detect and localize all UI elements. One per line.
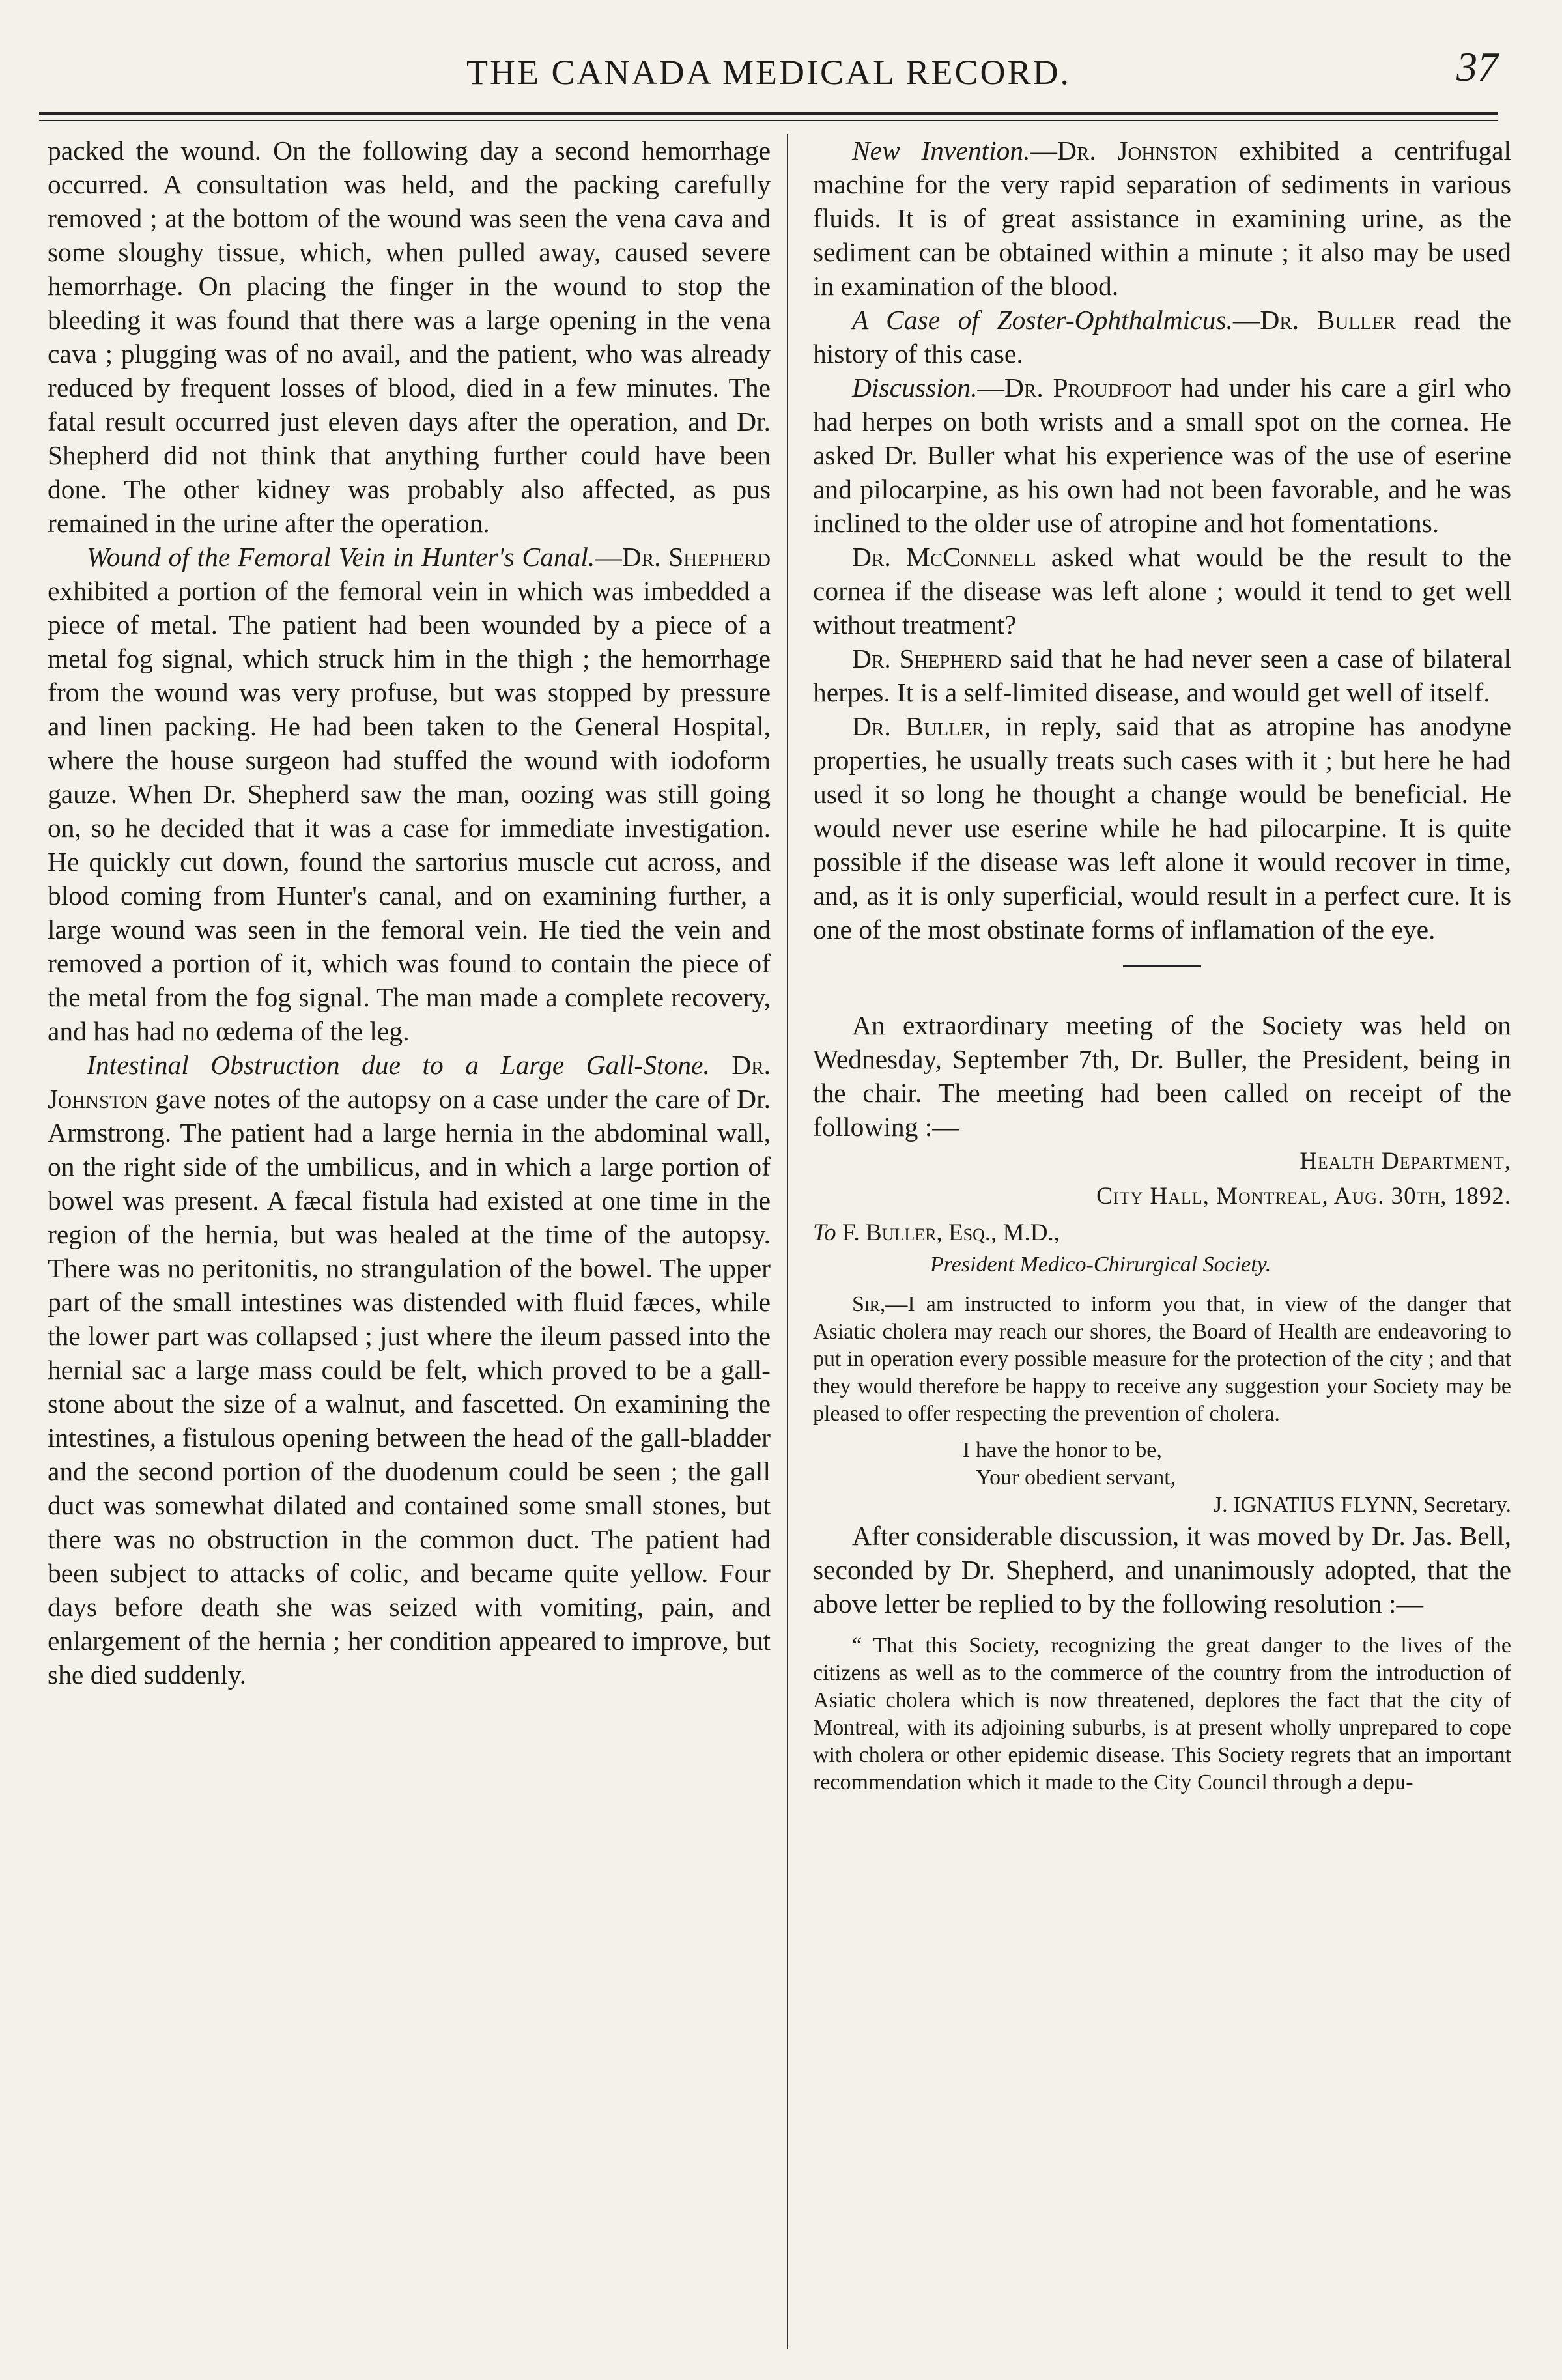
speaker-name: Dr. Johnston: [1057, 135, 1218, 165]
letter-signoff: [813, 1437, 1511, 1519]
paragraph-text: gave notes of the autopsy on a case under the care of Dr. Armstrong. The patient had a large hernia in the abdominal wall, on the right side of the umbilicus, and in which a large portion of bowel was present. A fæcal fistula had existed at one time in the region of the hernia, but was healed at the time of the autopsy. There was no peritonitis, no strangulation of the bowel. The upper part of the small intestines was distended with fluid fæces, while the lower part was collapsed ; just where the ileum passed into the hernial sac a large mass could be felt, which proved to be a gall-stone about the size of a walnut, and fascetted. On examining the intestines, a fistulous opening between the head of the gall-bladder and the second portion of the duodenum could be seen ; the gall duct was somewhat dilated and contained some small stones, but there was no obstruction in the common duct. The patient had been subject to attacks of colic, and became quite yellow. Four days before death she was seized with vomiting, pain, and enlargement of the hernia ; her condition appeared to improve, but she died suddenly.: [48, 1084, 771, 1690]
column-divider: [787, 134, 788, 2349]
resolution-text: “ That this Society, recognizing the great danger to the lives of the citizens as well as to the commerce of the country from the introduction of Asiatic cholera which is now threatened, deplores the fact that the city of Montreal, with its adjoining suburbs, is at present wholly unprepared to cope with cholera or other epidemic disease. This Society regrets that an important recommendation which it made to the City Council through a depu-: [813, 1634, 1511, 1794]
speaker-name: Dr. Shepherd: [852, 644, 1002, 673]
header-rule-thick: [39, 112, 1498, 115]
page-header: [39, 40, 1498, 99]
page-number: 37: [1456, 44, 1498, 90]
section-separator: [1123, 965, 1201, 967]
speaker-name: Dr. Shepherd: [621, 542, 771, 572]
paragraph-buller-reply: [813, 709, 1511, 946]
section-title-zoster: A Case of Zoster-Ophthalmicus.: [852, 305, 1233, 335]
paragraph-text: read the history of this case.: [813, 305, 1511, 369]
to-prefix: To: [813, 1219, 836, 1246]
signoff-line-1: I have the honor to be,: [963, 1438, 1162, 1462]
paragraph-text: exhibited a centrifugal machine for the very rapid separation of sediments in various fluids. It is of great assistance in examining urine, as the sediment can be obtained within a minute ; it also may be used in examination of the blood.: [813, 135, 1511, 301]
paragraph-femoral-vein: Wound of the Femoral Vein in Hunter's Canal.—Dr. Shepherd exhibited a portion of the femoral vein in which was imbedded a piece of metal. The patient had been wounded by a piece of a metal fog signal, which struck him in the thigh ; the hemorrhage from the wound was very profuse, but was stopped by pressure and linen packing. He had been taken to the General Hospital, where the house surgeon had stuffed the wound with iodoform gauze. When Dr. Shepherd saw the man, oozing was still going on, so he decided that it was a case for immediate investigation. He quickly cut down, found the sartorius muscle cut across, and blood coming from Hunter's canal, and on examining further, a large wound was seen in the femoral vein. He tied the vein and removed a portion of it, which was found to contain the piece of the metal from the fog signal. The man made a complete recovery, and has had no œdema of the leg.: [48, 542, 771, 1046]
letter-salutation: Sir,: [852, 1292, 886, 1316]
speaker-name: Dr. Buller,: [852, 711, 991, 741]
signature: J. IGNATIUS FLYNN, Secretary.: [1213, 1493, 1511, 1517]
paragraph-mcconnell: [813, 540, 1511, 642]
paragraph-meeting: An extraordinary meeting of the Society was held on Wednesday, September 7th, Dr. Buller, the President, being in the chair. The meeting had been called on receipt of the following :—: [813, 1010, 1511, 1142]
paragraph-text: asked what would be the result to the cornea if the disease was left alone ; would it tend to get well without treatment?: [813, 542, 1511, 640]
letter-body: [813, 1291, 1511, 1428]
paragraph-kidney-case: packed the wound. On the following day a second hemorrhage occurred. A consultation was held, and the packing carefully removed ; at the bottom of the wound was seen the vena cava and some sloughy tissue, which, when pulled away, caused severe hemorrhage. On placing the finger in the wound to stop the bleeding it was found that there was a large opening in the vena cava ; plugging was of no avail, and the patient, who was already reduced by frequent losses of blood, died in a few minutes. The fatal result occurred just eleven days after the operation, and Dr. Shepherd did not think that anything further could have been done. The other kidney was probably also affected, as pus remained in the urine after the operation.: [48, 135, 771, 538]
letterhead: [813, 1144, 1511, 1214]
paragraph-text: in reply, said that as atropine has anodyne properties, he usually treats such cases with it ; but here he had used it so long he thought a change would be beneficial. He would never use eserine while he had pilocarpine. It is quite possible if the disease was left alone it would recover in time, and, as it is only superficial, would result in a perfect cure. It is one of the most obstinate forms of inflamation of the eye.: [813, 711, 1511, 944]
letterhead-department: Health Department,: [1299, 1148, 1511, 1174]
speaker-name: Dr. Buller: [1260, 305, 1396, 335]
paragraph-discussion: Discussion.—Dr. Proudfoot had under his care a girl who had herpes on both wrists and a small spot on the cornea. He asked Dr. Buller what his experience was of the use of eserine and pilocarpine, as his own had not been favorable, and he was inclined to the older use of atropine and hot fomentations.: [813, 373, 1511, 538]
recipient-name: F. Buller, Esq., M.D.,: [842, 1219, 1060, 1246]
recipient-title: President Medico-Chirurgical Society.: [930, 1253, 1271, 1277]
paragraph-new-invention: New Invention.—Dr. Johnston exhibited a centrifugal machine for the very rapid separation of sediments in various fluids. It is of great assistance in examining urine, as the sediment can be obtained within a minute ; it also may be used in examination of the blood.: [813, 135, 1511, 301]
section-title-new-invention: New Invention.: [852, 135, 1030, 165]
section-title-gall-stone: Intestinal Obstruction due to a Large Gall-Stone.: [87, 1050, 710, 1080]
section-title-discussion: Discussion.: [852, 373, 978, 403]
letterhead-address-date: City Hall, Montreal, Aug. 30th, 1892.: [1096, 1183, 1511, 1210]
speaker-name: Dr. Proudfoot: [1004, 373, 1171, 403]
right-column: [813, 134, 1511, 2355]
section-title-femoral-vein: Wound of the Femoral Vein in Hunter's Canal.: [87, 542, 595, 572]
left-column: [48, 134, 771, 2355]
paragraph-text: said that he had never seen a case of bilateral herpes. It is a self-limited disease, and would get well of itself.: [813, 644, 1511, 707]
paragraph-zoster: A Case of Zoster-Ophthalmicus.—Dr. Buller read the history of this case.: [813, 305, 1511, 369]
letter-text: —I am instructed to inform you that, in view of the danger that Asiatic cholera may reach our shores, the Board of Health are endeavoring to put in operation every possible measure for the protection of the city ; and that they would therefore be happy to receive any suggestion your Society may be pleased to offer respecting the prevention of cholera.: [813, 1292, 1511, 1426]
paragraph-motion: After considerable discussion, it was moved by Dr. Jas. Bell, seconded by Dr. Shepherd, and unanimously adopted, that the above letter be replied to by the following resolution :—: [813, 1521, 1511, 1619]
signoff-line-2: Your obedient servant,: [976, 1466, 1176, 1490]
speaker-name: Dr. McConnell: [852, 542, 1036, 572]
speaker-name: Dr. Johnston: [48, 1050, 771, 1114]
paragraph-gall-stone: [48, 1048, 771, 1692]
paragraph-text: exhibited a portion of the femoral vein in which was imbedded a piece of metal. The patient had been wounded by a piece of a metal fog signal, which struck him in the thigh ; the hemorrhage from the wound was very profuse, but was stopped by pressure and linen packing. He had been taken to the General Hospital, where the house surgeon had stuffed the wound with iodoform gauze. When Dr. Shepherd saw the man, oozing was still going on, so he decided that it was a case for immediate investigation. He quickly cut down, found the sartorius muscle cut across, and blood coming from Hunter's canal, and on examining further, a large wound was seen in the femoral vein. He tied the vein and removed a portion of it, which was found to contain the piece of the metal from the fog signal. The man made a complete recovery, and has had no œdema of the leg.: [48, 576, 771, 1046]
letter-recipient: [813, 1217, 1511, 1249]
journal-title: THE CANADA MEDICAL RECORD.: [466, 53, 1071, 92]
paragraph-shepherd: [813, 642, 1511, 709]
header-rule-thin: [39, 120, 1498, 121]
paragraph-text: had under his care a girl who had herpes on both wrists and a small spot on the cornea. He asked Dr. Buller what his experience was of the use of eserine and pilocarpine, as his own had not been favorable, and he was inclined to the older use of atropine and hot fomentations.: [813, 373, 1511, 538]
